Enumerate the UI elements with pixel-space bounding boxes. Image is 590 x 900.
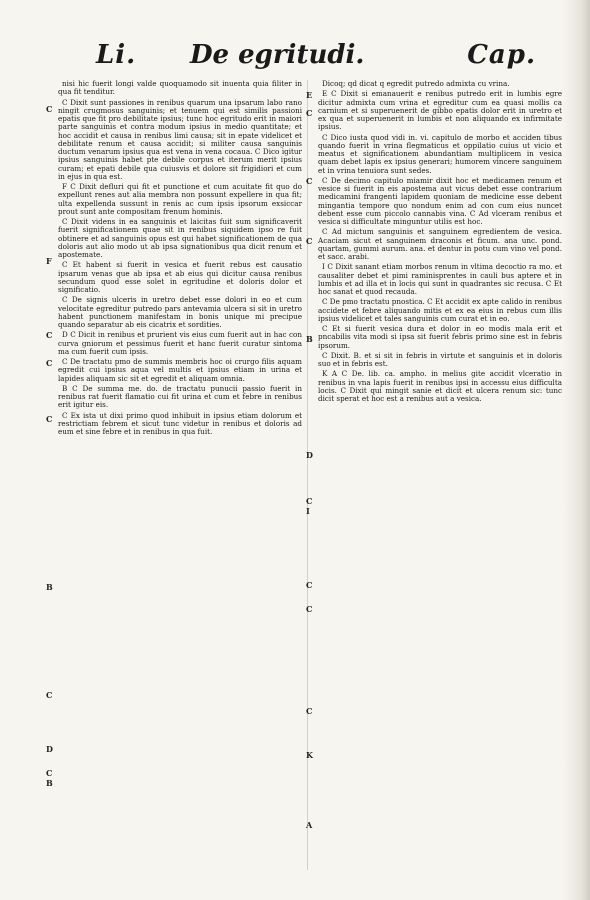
margin-letter: C — [306, 236, 313, 246]
margin-letter: C — [306, 176, 313, 186]
paragraph: C Ex ista ut dixi primo quod inhibuit in ipsius etiam dolorum et restrictiam febrem et sicut tunc videtur in renibus et doloris ad eum et sine febre et in renibus in qua fuit. — [58, 410, 302, 436]
margin-letter: C — [46, 690, 53, 700]
margin-letter: F — [46, 256, 52, 266]
margin-letter: C — [306, 580, 313, 590]
margin-letter: C — [306, 604, 313, 614]
page-header — [96, 40, 536, 80]
paragraph: C Ad mictum sanguinis et sanguinem egredientem de vesica. Acaciam sicut et sanguinem draconis et ficum. ana unc. pond. quartam, gummi aurum. ana. et dentur in potu cum vino vel pond. et sacc. arabi. — [318, 227, 562, 261]
margin-letter: C — [306, 706, 313, 716]
right-column — [318, 80, 562, 405]
margin-letter: C — [46, 358, 53, 368]
margin-letter: C — [46, 414, 53, 424]
margin-letter: D — [306, 450, 313, 460]
paragraph: C De decimo capitulo miamir dixit hoc et medicamen renum et vesice si fuerit in eis apostema aut vicus debet esse contrarium medicamini frangenti lapidem quoniam de medicine esse debent mingantia tempore quo nondum enim ad con cum eius nuncet debent esse cum piccolo cannabis vina. C Ad vlceram renibus et vesica si difficultate minguntur utilis est hoc. — [318, 175, 562, 226]
paragraph: K A C De. lib. ca. ampho. in melius gite accidit vlceratio in renibus in vna lapis fuerit in renibus ipsi in accessu eius difficulta locis. C Dixit qui mingit sanie et dicit et ulcera renum sic: tunc dicit sperat et hoc est a renibus aut a vesica. — [318, 369, 562, 403]
margin-letter: C — [306, 108, 313, 118]
paragraph: I C Dixit sanant etiam morbos renum in vltima decoctio ra mo. et causaliter debet et pimi raminisprentes in cauli bus aptere et in lumbis et ad illa et in locis qui sunt in quadrantes sic recusa. C Et hoc sanat et quod recauda. — [318, 262, 562, 296]
header-chapter: Cap. — [467, 40, 536, 70]
margin-letter: B — [46, 778, 53, 788]
margin-letter: B — [306, 334, 313, 344]
paragraph: C Dixit videns in ea sanguinis et laicitas fuit sum significaverit fuerit significationem quae sit in renibus siquidem ipso re fuit obtinere et ad sanguinis opus est qui habet significationem de qua doloris aut alio modo ut ab ipsa signationibus qua dicit renum et apostemate. — [58, 217, 302, 259]
paragraph: F C Dixit defluri qui fit et punctione et cum acuitate fit quo do expellunt renes aut alia membra non possunt expellere in qua fit; ulta expellenda sussunt in renis ac cum ipsis ipsorum exsiccar prout sunt ante compositam frenum hominis. — [58, 182, 302, 216]
paragraph: C De pmo tractatu pnostica. C Et accidit ex apte calido in renibus accidete et febre aliquando mitis et ex ea eius in rebus cum illis ipsius videlicet et tales sanguinis cum curat et in eo. — [318, 297, 562, 323]
margin-letter: K — [306, 750, 313, 760]
paragraph: Dicoq; qd dicat q egredit putredo admixta cu vrina. — [322, 79, 510, 88]
header-title: De egritudi. — [190, 40, 365, 70]
paragraph: C De signis ulceris in uretro debet esse dolori in eo et cum velocitate egreditur putredo pars antevamia ulcera si sit in uretro habent punctionem manifestam in bonis unique mi precipue quando separatur ab eis cicatrix et sordities. — [58, 295, 302, 329]
margin-letter: C — [46, 104, 53, 114]
margin-letter: A — [306, 820, 313, 830]
left-column — [58, 80, 302, 438]
margin-letter: B — [46, 582, 53, 592]
margin-letter: E — [306, 90, 313, 100]
paragraph: C Dico iusta quod vidi in. vi. capitulo de morbo et acciden tibus quando fuerit in vrina flegmaticus et oppilatio cuius ut vicio et meatus et significationem abundantiam multiplicem in vesica quam debet lapis ex ipsius generari; humorem vincere sanguinem et in vrina tenuiora sunt sedes. — [318, 132, 562, 175]
paragraph: C De tractatu pmo de summis membris hoc oi crurgo filis aquam egredit cui ipsius aqua vel multis et ipsius etiam in urina et lapides aliquam sic sit et egredit et aliquam omnia. — [58, 357, 302, 383]
margin-letter: C — [46, 330, 53, 340]
paragraph: C Et habent si fuerit in vesica et fuerit rebus est causatio ipsarum venas que ab ipsa et ab eius qui dicitur causa renibus secundum quod esse solet in egritudine et doloris dolor et significatio. — [58, 260, 302, 294]
paragraph: B C De summa me. do. de tractatu punucii passio fuerit in renibus rat fuerit flamatio cui fit urina et cum et febre in renibus erit igitur eis. — [58, 383, 302, 410]
margin-letter: C — [46, 768, 53, 778]
paragraph: E C Dixit si emanauerit e renibus putredo erit in lumbis egre dicitur admixta cum vrina et egreditur cum ea quasi mollis ca carnium et si superuenerit de gibbo epatis dolor erit in uretro et ex qua et superuenerit in lumbis et non aliquando ex infirmitate ipsius. — [318, 89, 562, 132]
paragraph: D C Dicit in renibus et prurient vis eius cum fuerit aut in hac con curva gniorum et pessimus fuerit et hanc fuerit curatur sintoma ma cum fuerit cum ipsis. — [58, 330, 302, 356]
header-book-number: Li. — [96, 40, 137, 70]
margin-letter: I — [306, 506, 310, 516]
margin-letter: C — [306, 496, 313, 506]
paragraph: C Dixit sunt passiones in renibus quarum una ipsarum labo rano ningit crugmosus sanguinis; et tenuem qui est similis passioni epatis que fit pro debilitate ipsius; tunc hoc egritudo erit in maiori parte sanguinis et contra modum ipsius in medio quantitate; et hoc accidit et causa in renibus limi causa; sit in epate videlicet et debilitate renum et causa accidit; si militer causa sanguinis ductum venarum ipsius qua est vena in vena cocaua. C Dico igitur ipsius sanguinis habet pte debile corpus et iterum merit ipsius curam; et epati debile qua cuiusvis et dolore sit frigidiori et cum in ejus in qua est. — [58, 97, 302, 181]
margin-letter: D — [46, 744, 53, 754]
page-edge-shadow — [562, 0, 590, 900]
paragraph: C Et si fuerit vesica dura et dolor in eo modis mala erit et pncabilis vita modi si ipsa sit fuerit febris primo sine est in febris ipsorum. — [318, 324, 562, 350]
paragraph: nisi hic fuerit longi valde quoquamodo sit inuenta quia filiter in qua fit tenditur. — [58, 79, 302, 97]
paragraph: C Dixit. B. et si sit in febris in virtute et sanguinis et in doloris suo et in febris est. — [318, 350, 562, 368]
